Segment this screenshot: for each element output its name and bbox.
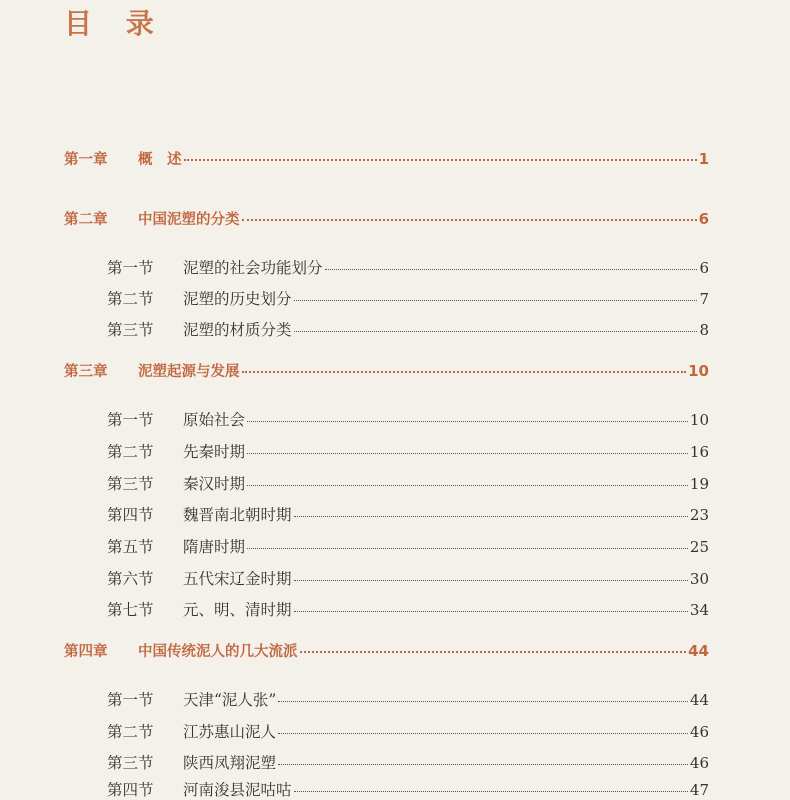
page-number: 19 (689, 475, 709, 493)
section-title: 元、明、清时期 (183, 601, 292, 619)
page-number: 34 (689, 601, 709, 619)
dot-leader (242, 219, 697, 221)
chapter-number: 第四章 (64, 644, 108, 660)
toc-section[interactable] (107, 440, 709, 462)
toc-section[interactable] (107, 408, 709, 430)
dot-leader (242, 371, 687, 373)
chapter-title: 中国泥塑的分类 (138, 212, 240, 228)
page-number: 44 (688, 642, 709, 660)
section-title: 天津“泥人张” (183, 691, 277, 709)
dot-leader (325, 269, 698, 270)
section-title: 秦汉时期 (183, 475, 246, 493)
dot-leader (294, 300, 698, 301)
toc-section[interactable] (107, 598, 709, 620)
dot-leader (247, 485, 688, 486)
section-number: 第一节 (107, 259, 154, 277)
section-number: 第一节 (107, 411, 154, 429)
section-number: 第四节 (107, 506, 154, 524)
dot-leader (294, 791, 688, 792)
chapter-number: 第二章 (64, 212, 108, 228)
page-number: 10 (689, 411, 709, 429)
page-number: 46 (689, 723, 709, 741)
section-number: 第二节 (107, 290, 154, 308)
toc-section[interactable] (107, 318, 709, 340)
section-number: 第三节 (107, 754, 154, 772)
page-number: 30 (689, 570, 709, 588)
section-title: 五代宋辽金时期 (183, 570, 292, 588)
dot-leader (300, 651, 687, 653)
page-number: 6 (699, 259, 709, 277)
page-number: 16 (689, 443, 709, 461)
dot-leader (294, 331, 698, 332)
toc-section[interactable] (107, 535, 709, 557)
section-title: 原始社会 (183, 411, 246, 429)
section-title: 河南浚县泥咕咕 (183, 781, 292, 799)
toc-chapter-1[interactable] (64, 148, 709, 169)
section-title: 陕西凤翔泥塑 (183, 754, 277, 772)
toc-section[interactable] (107, 287, 709, 309)
dot-leader (247, 548, 688, 549)
section-title: 泥塑的历史划分 (183, 290, 292, 308)
chapter-title: 泥塑起源与发展 (138, 364, 240, 380)
section-number: 第五节 (107, 538, 154, 556)
section-title: 魏晋南北朝时期 (183, 506, 292, 524)
section-number: 第二节 (107, 723, 154, 741)
chapter-number: 第一章 (64, 152, 108, 168)
chapter-title: 概 述 (138, 152, 182, 168)
page-number: 23 (689, 506, 709, 524)
toc-section[interactable] (107, 751, 709, 773)
toc-section[interactable] (107, 720, 709, 742)
toc-chapter-2[interactable] (64, 208, 709, 229)
section-title: 泥塑的社会功能划分 (183, 259, 323, 277)
page-number: 1 (698, 150, 709, 168)
chapter-title: 中国传统泥人的几大流派 (138, 644, 298, 660)
section-number: 第七节 (107, 601, 154, 619)
toc-section[interactable] (107, 256, 709, 278)
toc-chapter-4[interactable] (64, 640, 709, 661)
page-number: 46 (689, 754, 709, 772)
section-title: 先秦时期 (183, 443, 246, 461)
dot-leader (184, 159, 697, 161)
page-number: 6 (698, 210, 709, 228)
toc-section[interactable] (107, 778, 709, 800)
page-number: 25 (689, 538, 709, 556)
page-number: 47 (689, 781, 709, 799)
toc-title: 目 录 (64, 7, 166, 40)
page-number: 8 (699, 321, 709, 339)
toc-section[interactable] (107, 503, 709, 525)
dot-leader (278, 733, 688, 734)
toc-section[interactable] (107, 688, 709, 710)
dot-leader (294, 580, 688, 581)
dot-leader (278, 701, 688, 702)
page-number: 44 (689, 691, 709, 709)
toc-chapter-3[interactable] (64, 360, 709, 381)
dot-leader (294, 611, 688, 612)
dot-leader (278, 764, 688, 765)
section-number: 第六节 (107, 570, 154, 588)
dot-leader (247, 421, 688, 422)
section-title: 江苏惠山泥人 (183, 723, 277, 741)
section-number: 第一节 (107, 691, 154, 709)
section-title: 隋唐时期 (183, 538, 246, 556)
toc-section[interactable] (107, 472, 709, 494)
page-number: 7 (699, 290, 709, 308)
dot-leader (247, 453, 688, 454)
section-number: 第三节 (107, 475, 154, 493)
toc-section[interactable] (107, 567, 709, 589)
page-number: 10 (688, 362, 709, 380)
chapter-number: 第三章 (64, 364, 108, 380)
section-number: 第二节 (107, 443, 154, 461)
dot-leader (294, 516, 688, 517)
section-number: 第四节 (107, 781, 154, 799)
section-number: 第三节 (107, 321, 154, 339)
section-title: 泥塑的材质分类 (183, 321, 292, 339)
